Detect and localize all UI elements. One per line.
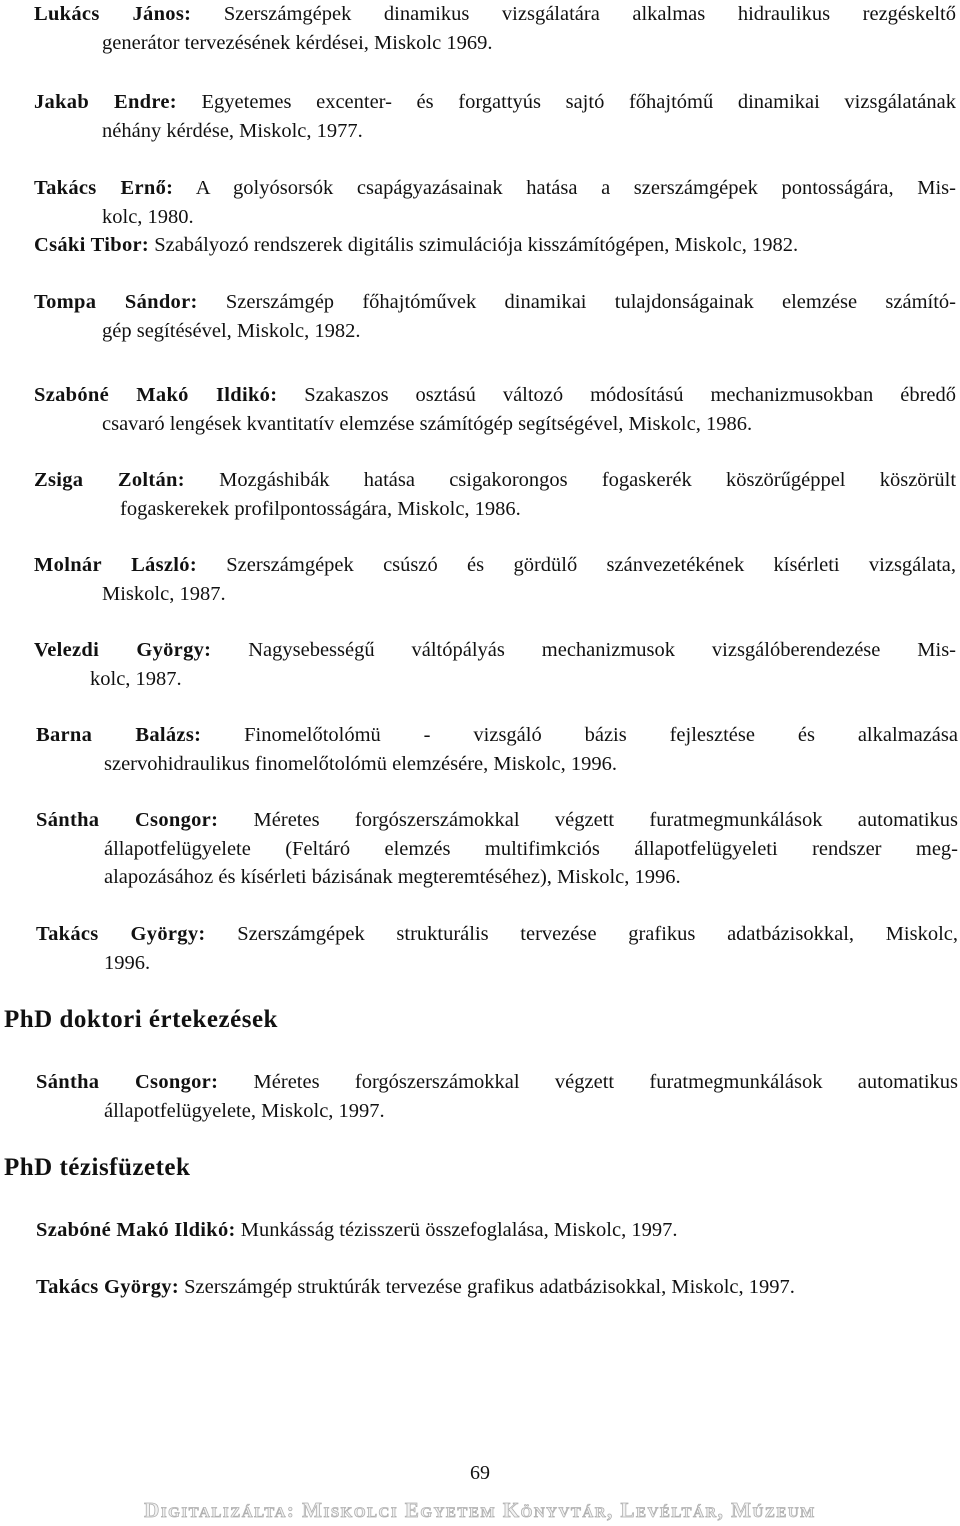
bibliography-entry (34, 636, 956, 693)
entry-title-continued: állapotfelügyelete (Feltáró elemzés multifimkciós állapotfelügyeleti rendszer meg- (104, 837, 958, 860)
entry-title-continued: szervohidraulikus finomelőtolómü elemzésére, Miskolc, 1996. (104, 752, 617, 775)
entry-title: Mozgáshibák hatása csigakorongos fogaskerék köszörűgéppel köszörült (219, 469, 957, 491)
bibliography-entry (36, 1273, 958, 1302)
entry-title: Szakaszos osztású változó módosítású mechanizmusokban ébredő (304, 384, 957, 406)
entry-title: Szerszámgép struktúrák tervezése grafikus adatbázisokkal, Miskolc, 1997. (184, 1276, 795, 1298)
entry-title-continued: kolc, 1987. (90, 667, 182, 690)
entry-author: Csáki Tibor: (34, 234, 150, 256)
entry-title-continued: 1996. (104, 951, 151, 974)
entry-title-continued: Miskolc, 1987. (102, 582, 226, 605)
entry-author: Jakab Endre: (34, 91, 177, 113)
bibliography-entry (36, 806, 958, 892)
entry-title: Szabályozó rendszerek digitális szimulációja kisszámítógépen, Miskolc, 1982. (154, 234, 799, 256)
entry-title-continued: gép segítésével, Miskolc, 1982. (102, 319, 361, 342)
bibliography-entry (34, 231, 956, 260)
entry-author: Zsiga Zoltán: (34, 469, 185, 491)
bibliography-entry (34, 288, 956, 345)
bibliography-entry (34, 551, 956, 608)
entry-author: Takács Ernő: (34, 177, 174, 199)
entry-author: Takács György: (36, 1276, 179, 1298)
section-heading-phd-dissertations: PhD doktori értekezések (4, 1006, 278, 1033)
section-heading-phd-theses: PhD tézisfüzetek (4, 1154, 191, 1181)
entry-author: Lukács János: (34, 3, 192, 25)
entry-title: Méretes forgószerszámokkal végzett furatmegmunkálások automatikus (253, 809, 959, 831)
bibliography-entry (36, 721, 958, 778)
bibliography-entry (36, 1068, 958, 1125)
entry-title: Nagysebességű váltópályás mechanizmusok vizsgálóberendezése Mis- (248, 639, 957, 661)
page-number: 69 (470, 1462, 490, 1484)
entry-author: Szabóné Makó Ildikó: (36, 1219, 236, 1241)
entry-title-continued: alapozásához és kísérleti bázisának megteremtéséhez), Miskolc, 1996. (104, 866, 681, 888)
entry-title-continued: kolc, 1980. (102, 205, 194, 228)
bibliography-entry (34, 0, 956, 57)
entry-author: Tompa Sándor: (34, 291, 198, 313)
entry-author: Sántha Csongor: (36, 1071, 219, 1093)
entry-title: Méretes forgószerszámokkal végzett furatmegmunkálások automatikus (253, 1071, 959, 1093)
entry-title-continued: néhány kérdése, Miskolc, 1977. (102, 119, 363, 142)
entry-title: A golyósorsók csapágyazásainak hatása a szerszámgépek pontosságára, Mis- (195, 177, 956, 199)
entry-author: Molnár László: (34, 554, 197, 576)
entry-title-continued: állapotfelügyelete, Miskolc, 1997. (104, 1099, 385, 1122)
entry-title: Szerszámgép főhajtóművek dinamikai tulajdonságainak elemzése számító- (225, 291, 956, 313)
bibliography-entry (34, 88, 956, 145)
entry-author: Szabóné Makó Ildikó: (34, 384, 278, 406)
digitization-watermark: Digitalizálta: Miskolci Egyetem Könyvtár, Levéltár, Múzeum (144, 1498, 816, 1522)
entry-title-continued: csavaró lengések kvantitatív elemzése számítógép segítségével, Miskolc, 1986. (102, 412, 753, 435)
entry-author: Barna Balázs: (36, 724, 202, 746)
entry-author: Takács György: (36, 923, 206, 945)
entry-title: Szerszámgépek strukturális tervezése grafikus adatbázisokkal, Miskolc, (237, 923, 959, 945)
entry-title: Szerszámgépek csúszó és gördülő szánvezetékének kísérleti vizsgálata, (226, 554, 956, 576)
bibliography-entry (36, 1216, 958, 1245)
bibliography-entry (34, 381, 956, 438)
entry-title: Finomelőtolómü - vizsgáló bázis fejlesztése és alkalmazása (244, 724, 958, 746)
entry-title: Egyetemes excenter- és forgattyús sajtó főhajtómű dinamikai vizsgálatának (201, 91, 956, 113)
entry-title-continued: fogaskerekek profilpontosságára, Miskolc, 1986. (120, 497, 521, 520)
entry-title: Munkásság tézisszerü összefoglalása, Miskolc, 1997. (240, 1219, 678, 1241)
entry-title-continued: generátor tervezésének kérdései, Miskolc 1969. (102, 31, 493, 54)
bibliography-entry (34, 466, 956, 523)
bibliography-entry (36, 920, 958, 977)
bibliography-entry (34, 174, 956, 231)
entry-author: Velezdi György: (34, 639, 212, 661)
entry-author: Sántha Csongor: (36, 809, 219, 831)
entry-title: Szerszámgépek dinamikus vizsgálatára alkalmas hidraulikus rezgéskeltő (223, 3, 956, 25)
